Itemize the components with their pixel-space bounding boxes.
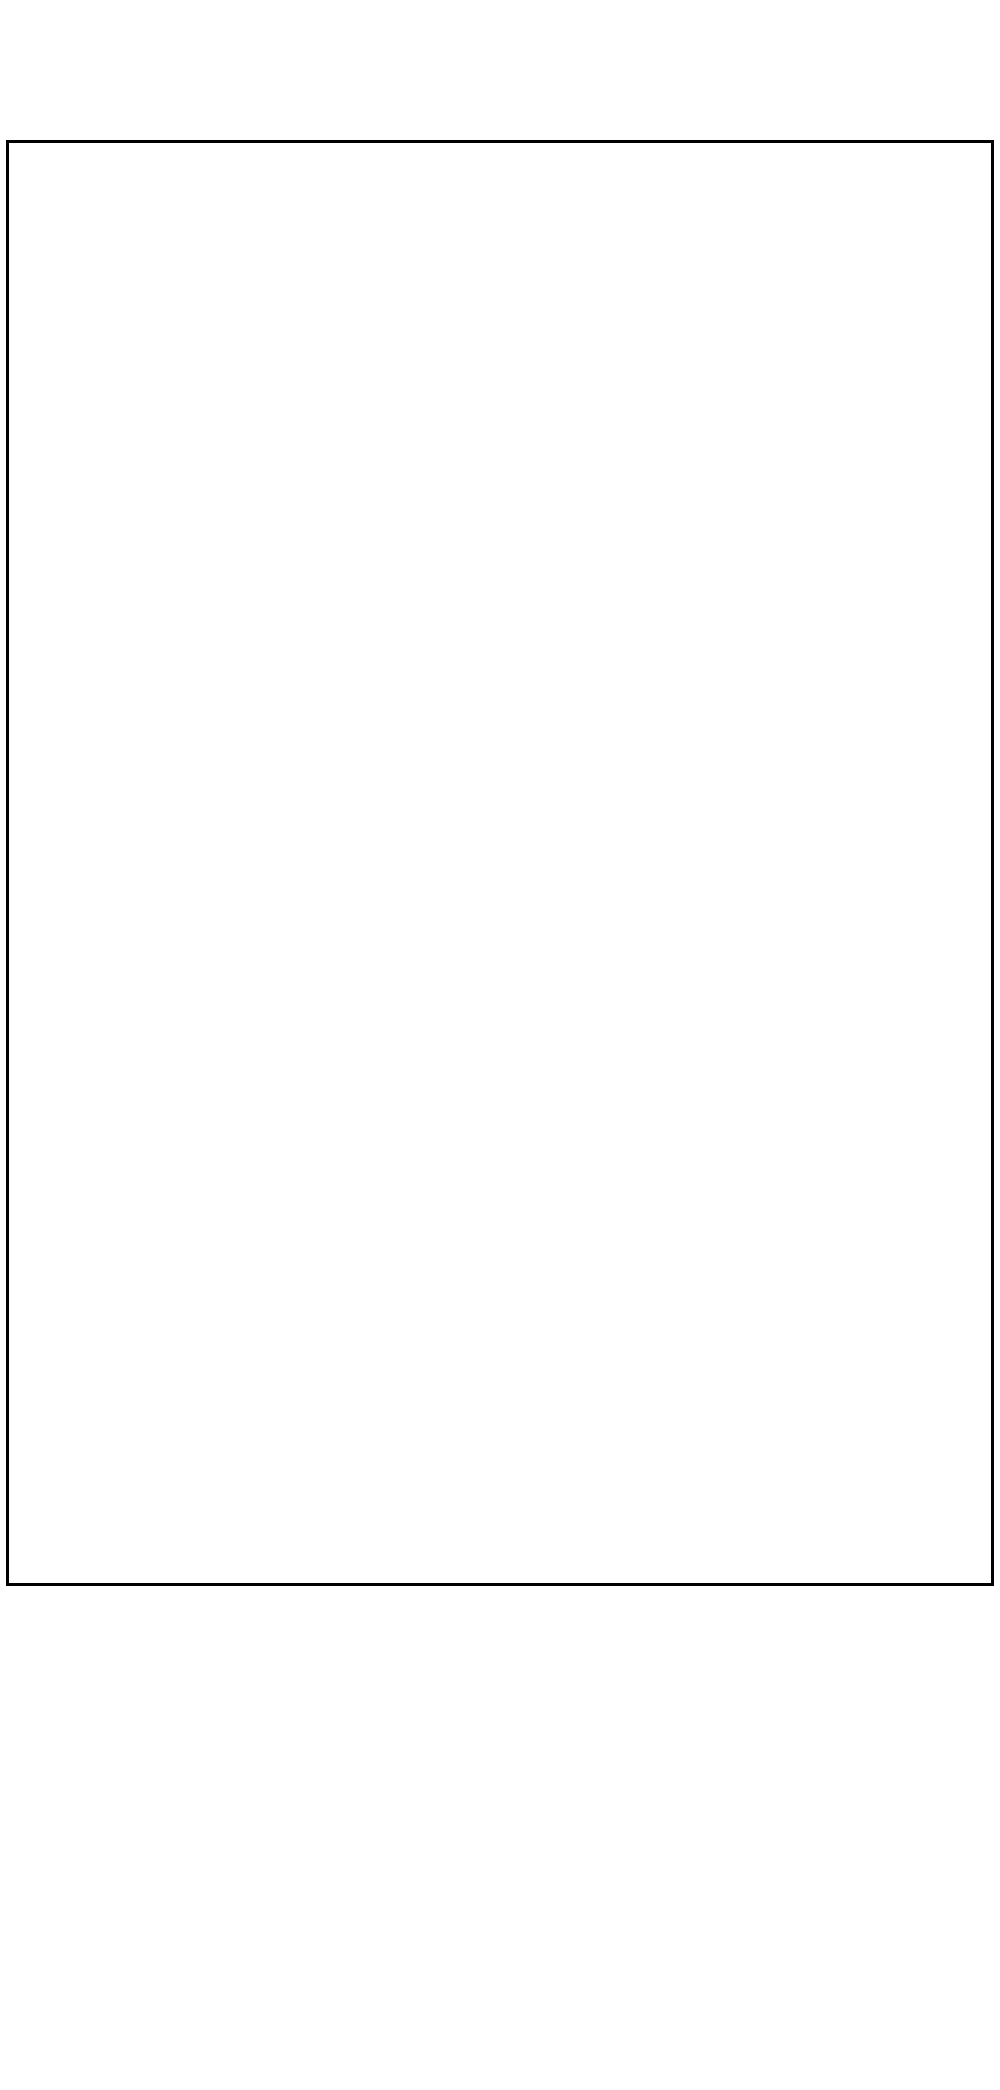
facts-panel xyxy=(6,140,994,1586)
